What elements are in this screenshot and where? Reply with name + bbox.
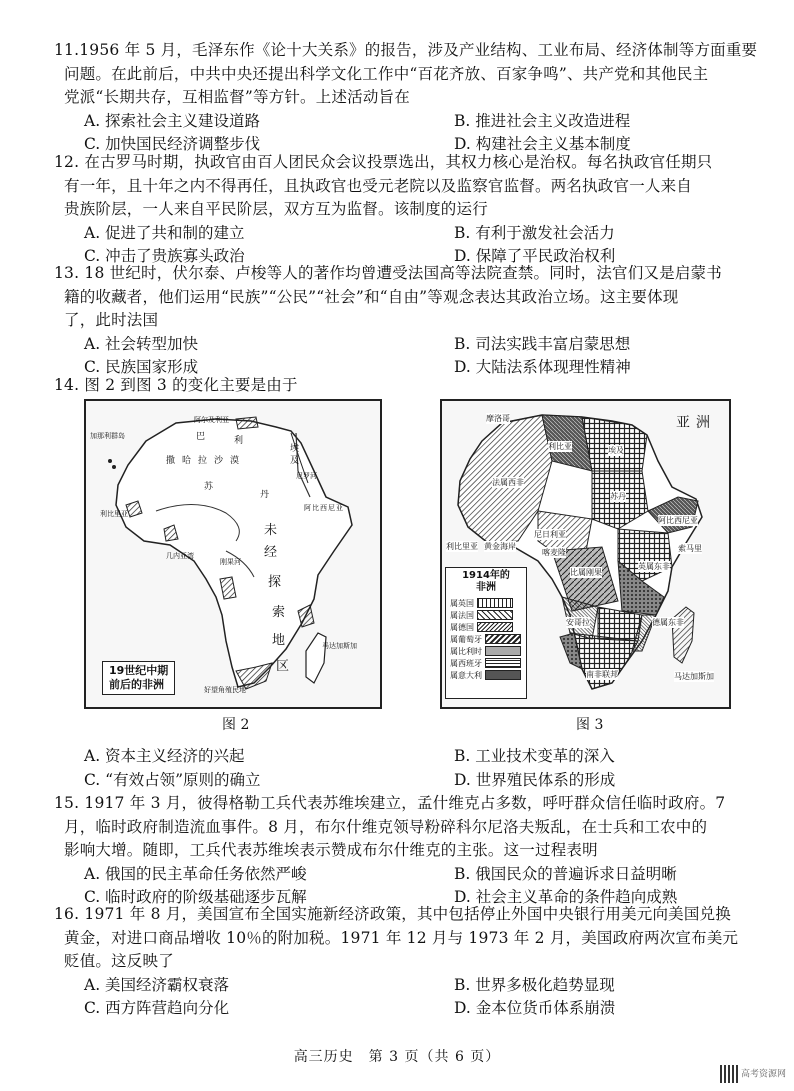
question-11-option-a: A. 探索社会主义建设道路 [84,111,261,130]
map3-label-german-east-africa: 德属东非 [652,618,684,627]
map3-label-abyssinia: 阿比西尼亚 [658,516,698,525]
figure-2-box-label-line-1: 19世纪中期 [109,664,169,677]
legend-item-belgium [446,645,526,657]
map2-label-abyssinia-1: 阿 [304,504,311,512]
watermark-qr-icon [720,1065,738,1083]
map3-label-morocco: 摩洛哥 [486,414,510,423]
legend-swatch-belgium [485,646,521,656]
legend-label-italy: 属意大利 [450,670,482,680]
page-footer: 高三历史 第 3 页（共 6 页） [293,1049,501,1065]
map3-label-south-africa: 南非联邦 [586,670,618,679]
question-13-stem-line-2: 籍的收藏者，他们运用“民族”“公民”“社会”和“自由”等观念表达其政治立场。这主要体现 [64,287,679,306]
map2-label-madagascar: 马达加斯加 [322,642,357,650]
legend-title-line-2: 非洲 [476,582,496,593]
question-14-option-d: D. 世界殖民体系的形成 [454,770,616,789]
question-13-option-d: D. 大陆法系体现理性精神 [454,358,631,376]
map2-label-unexplored-6: 区 [276,659,290,674]
legend-swatch-uk [477,598,513,608]
question-11-option-c: C. 加快国民经济调整步伐 [84,135,261,153]
question-13-stem-line-1: 13. 18 世纪时，伏尔泰、卢梭等人的著作均曾遭受法国高等法院查禁。同时，法官们又是启蒙书 [54,264,722,282]
map2-label-sudan-1: 苏 [204,482,214,492]
map2-label-barbary-2: 利 [234,436,244,446]
map3-label-sudan: 苏丹 [610,492,626,501]
map2-label-algeria: 阿尔及利亚 [194,416,229,424]
question-14-option-b: B. 工业技术变革的深入 [454,747,615,765]
map2-label-unexplored-2: 经 [264,545,278,560]
question-12-option-b: B. 有利于激发社会活力 [454,223,615,242]
question-15-stem-line-2: 月，临时政府制造流血事件。8 月，布尔什维克领导粉碎科尔尼洛夫叛乱，在士兵和工农中的 [64,817,708,836]
question-15-stem-line-3: 影响大增。随即，工兵代表苏维埃表示赞成布尔什维克的主张。这一过程表明 [64,841,598,859]
question-13-option-a: A. 社会转型加快 [84,334,199,353]
map2-label-sahara-4: 沙 [214,456,224,466]
question-16-option-b: B. 世界多极化趋势显现 [454,975,615,994]
figure-3-caption: 图 3 [576,717,604,733]
legend-item-germany [446,621,526,633]
map2-label-sudan-2: 丹 [260,490,270,500]
question-13 [54,262,780,380]
question-15-option-a: A. 俄国的民主革命任务依然严峻 [84,864,307,883]
map2-label-congo-river: 刚果河 [220,558,241,566]
map3-label-belgian-congo: 比属刚果 [570,568,602,577]
question-14-option-a: A. 资本主义经济的兴起 [84,747,245,765]
legend-swatch-germany [477,622,513,632]
question-15-option-b: B. 俄国民众的普遍诉求日益明晰 [454,864,677,883]
legend-swatch-france [477,610,513,620]
question-13-option-b: B. 司法实践丰富启蒙思想 [454,334,631,353]
map3-label-british-east-africa: 英属东非 [638,562,670,571]
question-16-stem-line-2: 黄金，对进口商品增收 10％的附加税。1971 年 12 月与 1973 年 2 月，美国政府两次宣布美元 [64,928,739,947]
question-12-option-c: C. 冲击了贵族寡头政治 [84,247,245,265]
figure-3-legend [445,567,527,699]
question-11-stem-line-1: 11.1956 年 5 月，毛泽东作《论十大关系》的报告，涉及产业结构、工业布局、经济体制等方面重要 [54,41,758,59]
map2-label-guinea-gulf: 几内亚湾 [166,552,194,560]
map2-label-canary: 加那利群岛 [90,432,125,440]
question-15-stem-line-1: 15. 1917 年 3 月，彼得格勒工兵代表苏维埃建立，孟什维克占多数，呼吁群众信任临时政府。7 [54,794,726,812]
legend-label-germany: 属德国 [450,622,474,632]
legend-label-spain: 属西班牙 [450,658,482,668]
question-16-stem-line-1: 16. 1971 年 8 月，美国宣布全国实施新经济政策，其中包括停止外国中央银行用美元向美国兑换 [54,905,731,923]
legend-label-belgium: 属比利时 [450,646,482,656]
map2-label-cape-colony: 好望角殖民地 [204,686,246,694]
map2-label-sahara-5: 漠 [230,456,240,466]
map2-label-unexplored-4: 索 [272,605,286,620]
question-15 [54,792,780,910]
legend-item-uk [446,597,526,609]
question-12-option-a: A. 促进了共和制的建立 [84,223,245,242]
legend-item-spain [446,657,526,669]
question-15-option-c: C. 临时政府的阶级基础逐步瓦解 [84,888,307,906]
watermark-logo [720,1065,786,1083]
legend-label-uk: 属英国 [450,598,474,608]
question-16-option-c: C. 西方阵营趋向分化 [84,999,230,1017]
map3-label-libya: 利比亚 [548,442,572,451]
legend-label-portugal: 属葡萄牙 [450,634,482,644]
map2-label-unexplored-1: 未 [264,523,278,538]
map3-label-angola: 安哥拉 [566,618,590,627]
map3-label-somalia: 索马里 [678,544,702,553]
map3-label-liberia: 利比里亚 [446,542,478,551]
question-14-option-c: C. “有效占领”原则的确立 [84,770,261,789]
legend-item-portugal [446,633,526,645]
figure-3-asia-label: 亚洲 [676,415,716,431]
map3-label-cameroon: 喀麦隆 [542,548,566,557]
map2-label-abyssinia-3: 西 [320,504,327,512]
map2-label-egypt-1: 埃 [290,444,300,454]
question-16 [54,903,780,1021]
map2-label-sahara-2: 哈 [182,456,192,466]
map3-label-nigeria: 尼日利亚 [534,530,566,539]
map3-label-french-west-africa: 法属西非 [492,478,524,487]
map3-label-gold-coast: 黄金海岸 [484,542,516,551]
legend-label-france: 属法国 [450,610,474,620]
question-12-stem-line-2: 有一年，且十年之内不得再任，且执政官也受元老院以及监察官监督。两名执政官一人来自 [64,176,693,195]
watermark-text: 高考资源网 [740,1069,786,1080]
question-13-option-c: C. 民族国家形成 [84,358,199,376]
map2-label-abyssinia-5: 亚 [336,504,343,512]
map2-label-unexplored-5: 地 [272,633,286,648]
map2-label-unexplored-3: 探 [268,575,282,590]
map2-label-abyssinia-4: 尼 [328,504,335,512]
legend-title-line-1: 1914年的 [462,570,510,581]
question-12-stem-line-3: 贵族阶层，一人来自平民阶层，双方互为监督。该制度的运行 [64,200,488,218]
legend-item-italy [446,669,526,681]
map2-label-sahara-1: 撒 [166,456,176,466]
legend-swatch-spain [485,658,521,668]
question-13-stem-line-3: 了，此时法国 [64,311,159,329]
legend-swatch-portugal [485,634,521,644]
question-16-option-a: A. 美国经济霸权衰落 [84,975,230,994]
question-12-option-d: D. 保障了平民政治权利 [454,247,616,265]
question-11-option-d: D. 构建社会主义基本制度 [454,135,631,153]
question-11-option-b: B. 推进社会主义改造进程 [454,111,631,130]
map2-label-liberia: 利比里亚 [100,510,128,518]
map3-label-madagascar: 马达加斯加 [674,672,714,681]
question-14-stem-line-1: 14. 图 2 到图 3 的变化主要是由于 [54,376,298,394]
figure-2-box-label-line-2: 前后的非洲 [109,678,164,691]
question-16-option-d: D. 金本位货币体系崩溃 [454,999,616,1017]
legend-swatch-italy [485,670,521,680]
question-16-stem-line-3: 贬值。这反映了 [64,952,174,970]
map2-label-barbary-1: 巴 [196,432,206,442]
map2-label-abyssinia-2: 比 [312,504,319,512]
map3-label-egypt: 埃及 [608,446,624,455]
question-15-option-d: D. 社会主义革命的条件趋向成熟 [454,888,678,906]
figure-2-caption: 图 2 [222,717,250,733]
legend-item-france [446,609,526,621]
figure-2-box-label [102,661,175,695]
question-11 [54,39,780,157]
question-12 [54,151,780,269]
question-14-options [58,745,780,792]
question-11-stem-line-3: 党派“长期共存，互相监督”等方针。上述活动旨在 [64,88,410,106]
question-12-stem-line-1: 12. 在古罗马时期，执政官由百人团民众会议投票选出，其权力核心是治权。每名执政官任期只 [54,153,713,171]
question-14-stem [54,374,780,398]
map2-label-egypt-2: 及 [290,456,300,466]
map2-label-nile: 尼罗河 [296,472,317,480]
map2-label-sahara-3: 拉 [198,456,208,466]
question-11-stem-line-2: 问题。在此前后，中共中央还提出科学文化工作中“百花齐放、百家争鸣”、共产党和其他民主 [64,64,709,83]
